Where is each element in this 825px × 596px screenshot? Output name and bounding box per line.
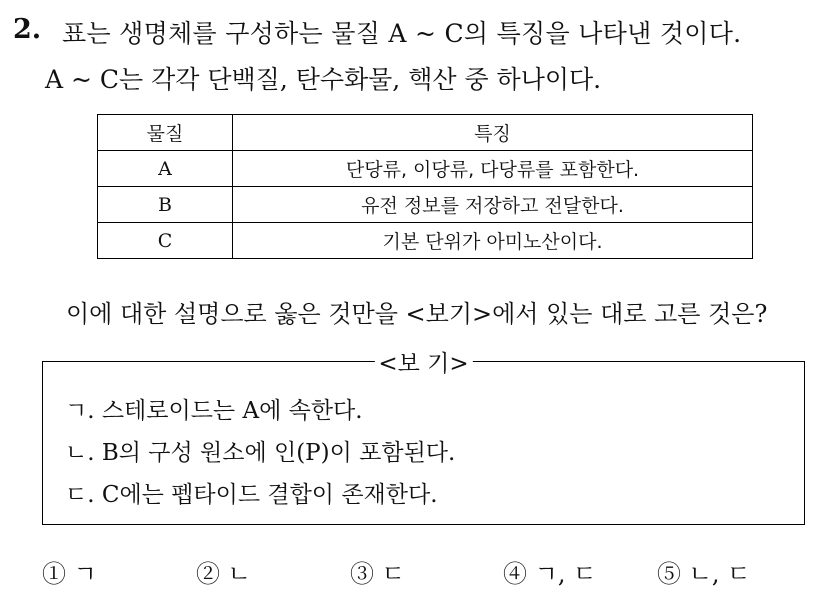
bogi-item-1: ㄱ. 스테로이드는 A에 속한다. <box>65 398 363 424</box>
table-cell-feature: 기본 단위가 아미노산이다. <box>233 223 753 259</box>
choice-3[interactable]: ③ ㄷ <box>350 560 405 588</box>
table-row <box>98 151 753 187</box>
table-cell-substance: A <box>98 151 233 187</box>
table-header-row <box>98 115 753 151</box>
question-number: 2. <box>13 14 42 45</box>
table-cell-substance: C <box>98 223 233 259</box>
bogi-title: <보 기> <box>374 345 472 378</box>
choice-1[interactable]: ① ㄱ <box>42 560 97 588</box>
question-prompt: 이에 대한 설명으로 옳은 것만을 <보기>에서 있는 대로 고른 것은? <box>66 300 768 328</box>
bogi-box <box>42 351 805 525</box>
table-cell-substance: B <box>98 187 233 223</box>
table-row <box>98 223 753 259</box>
table-cell-feature: 단당류, 이당류, 다당류를 포함한다. <box>233 151 753 187</box>
question-stem-line-1: 표는 생명체를 구성하는 물질 A ~ C의 특징을 나타낸 것이다. <box>62 19 742 48</box>
choice-2[interactable]: ② ㄴ <box>196 560 251 588</box>
bogi-item-2: ㄴ. B의 구성 원소에 인(P)이 포함된다. <box>65 440 456 466</box>
bogi-item-3: ㄷ. C에는 펩타이드 결합이 존재한다. <box>65 482 438 508</box>
choice-5[interactable]: ⑤ ㄴ, ㄷ <box>657 560 751 588</box>
question-stem-line-2: A ~ C는 각각 단백질, 탄수화물, 핵산 중 하나이다. <box>45 65 602 94</box>
table-header-feature: 특징 <box>233 115 753 151</box>
table-cell-feature: 유전 정보를 저장하고 전달한다. <box>233 187 753 223</box>
table-row <box>98 187 753 223</box>
choice-4[interactable]: ④ ㄱ, ㄷ <box>503 560 597 588</box>
substance-feature-table <box>97 114 753 259</box>
table-header-substance: 물질 <box>98 115 233 151</box>
